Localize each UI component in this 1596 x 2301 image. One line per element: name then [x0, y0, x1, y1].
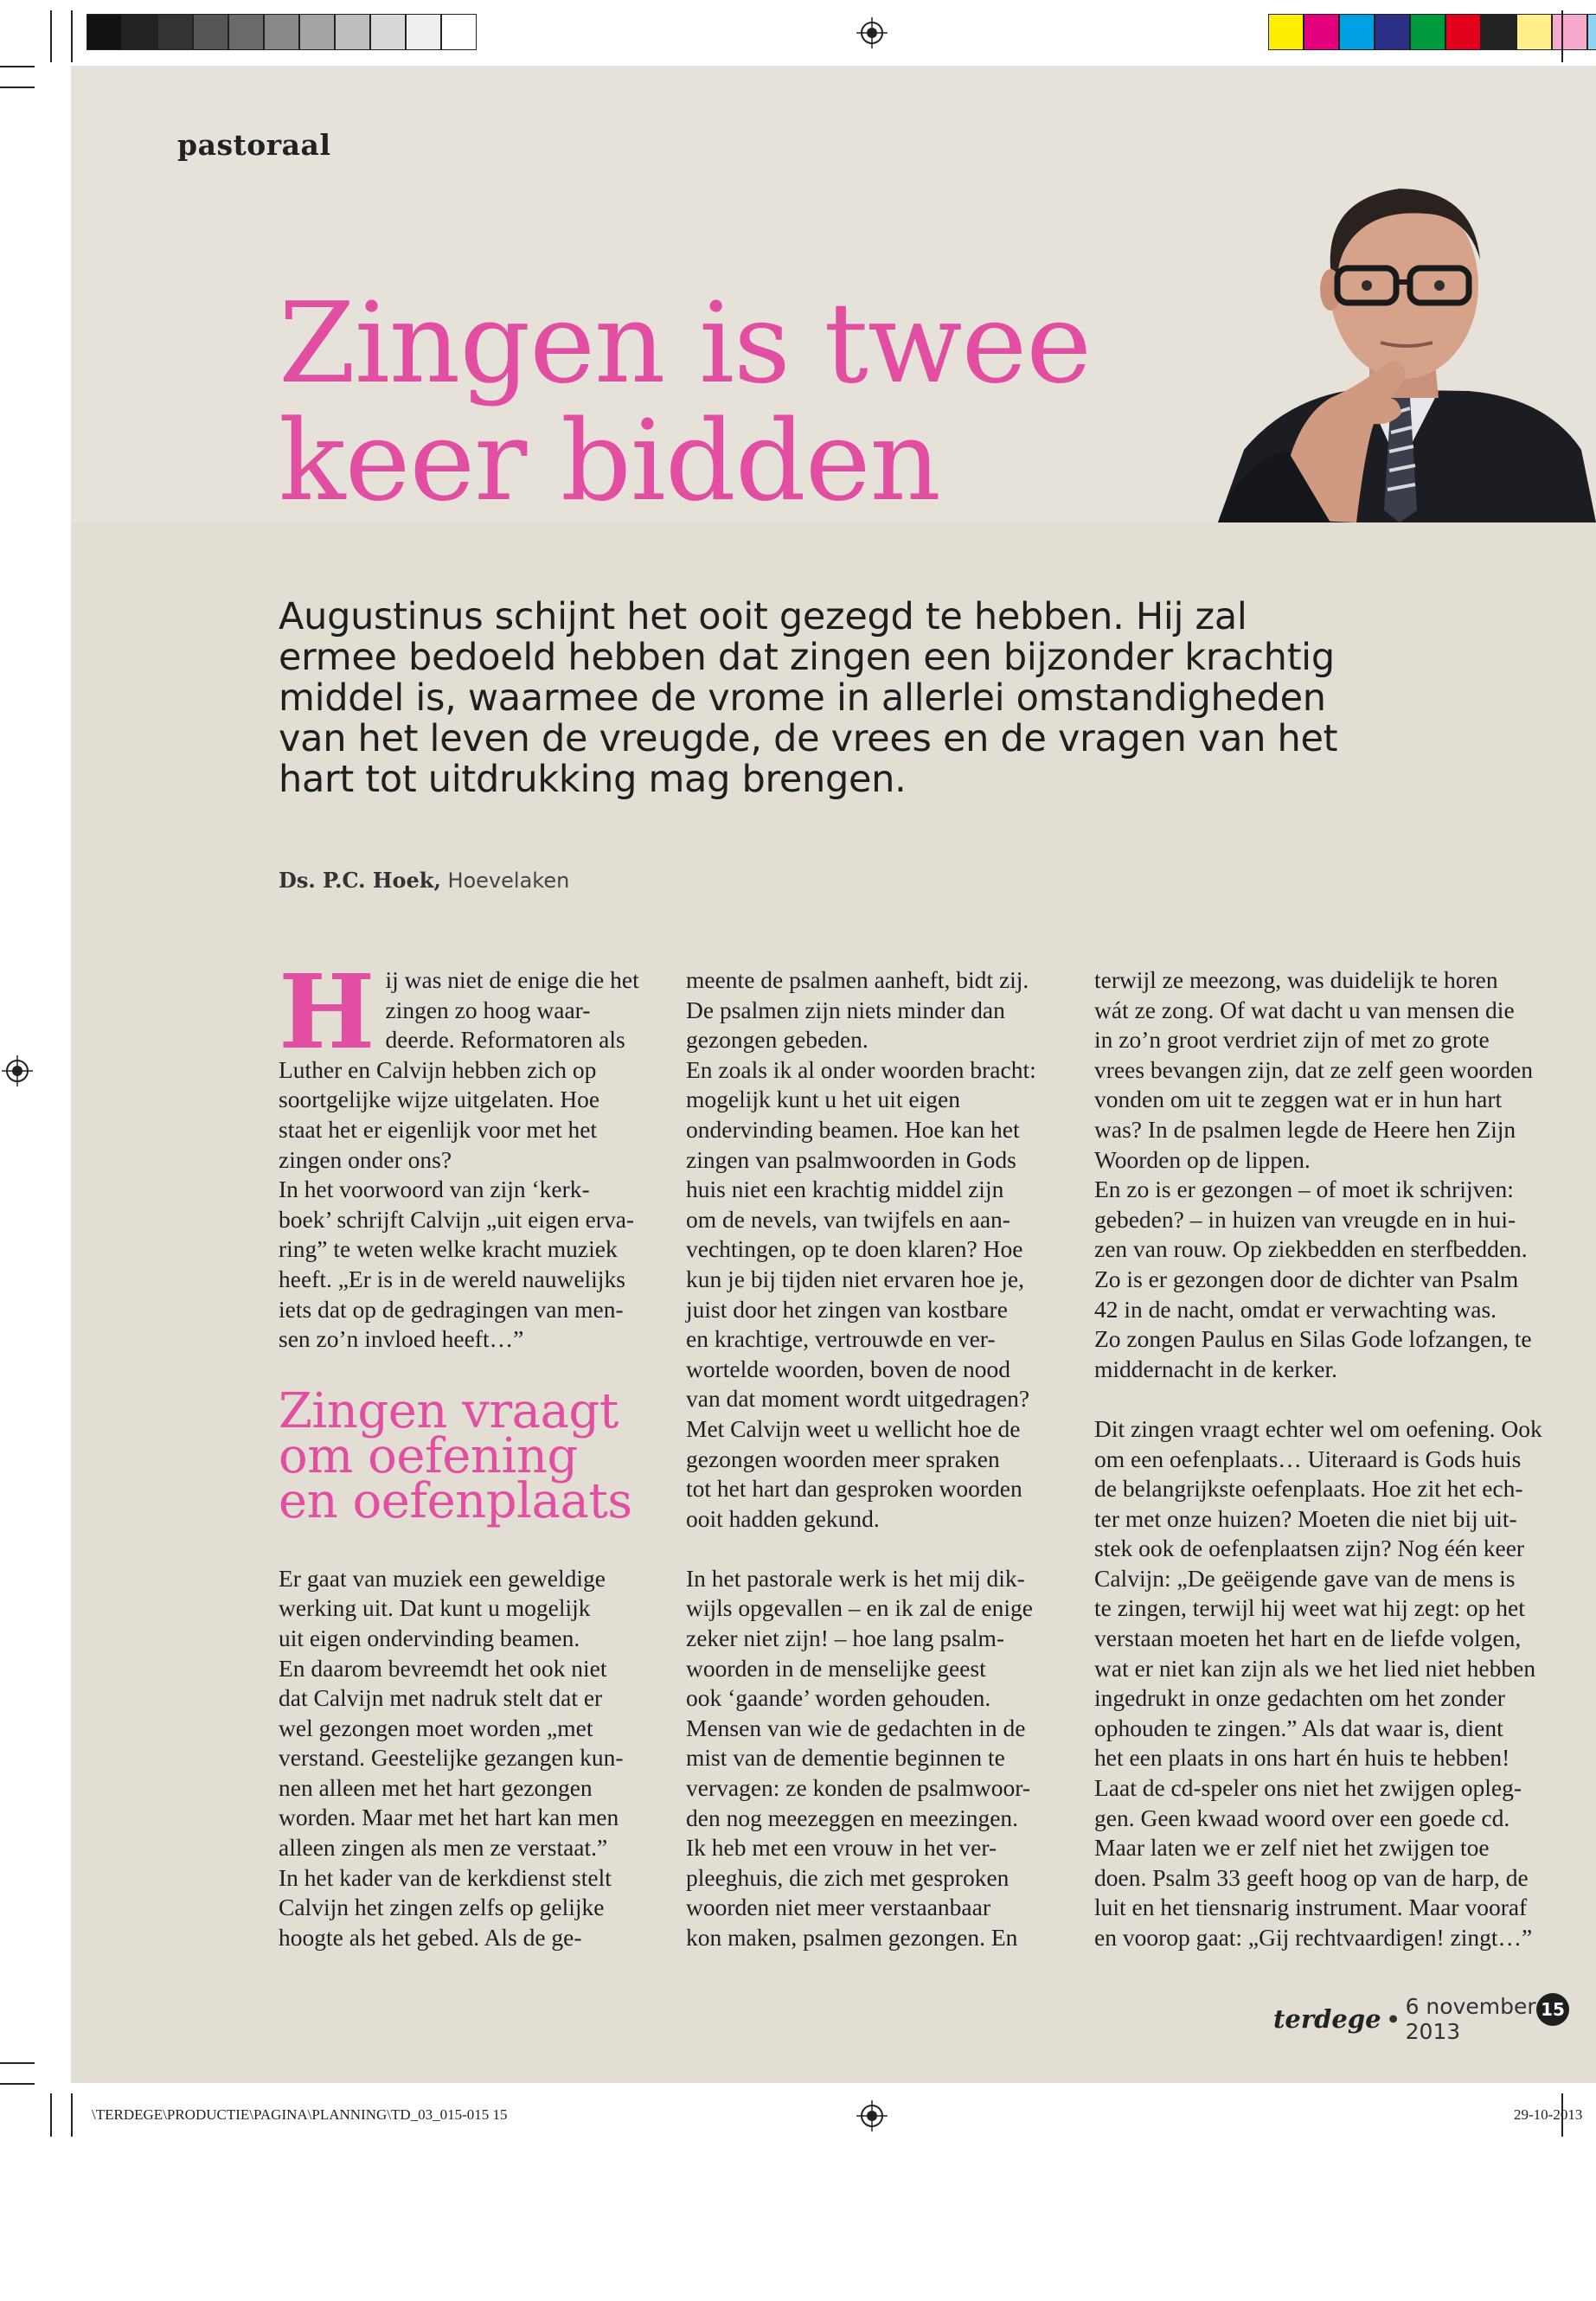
crop-line	[71, 2093, 73, 2137]
author-place: Hoevelaken	[447, 868, 570, 893]
lead-line: Augustinus schijnt het ooit gezegd te hebben. Hij zal	[279, 595, 1247, 638]
crop-line	[0, 2083, 35, 2085]
paragraph: terwijl ze meezong, was duidelijk te horen wát ze zong. Of wat dacht u van mensen die in zo’n groot verdriet zijn of met zo grote vrees bevangen zijn, dat ze zelf geen woorden vonden om uit te zeggen wat er in hun hart was? In de psalmen legde de Heere hen Zijn Woorden op de lippen. En zo is er gezongen – of moet ik schrijven: gebeden? – in huizen van vreugde en in hui- zen van rouw. Op ziekbedden en sterfbedden. Zo is er gezongen door de dichter van Psalm 42 in de nacht, omdat er verwachting was. Zo zongen Paulus en Silas Gode lofzangen, te middernacht in de kerker.	[1094, 966, 1533, 1382]
crop-line	[50, 10, 52, 62]
paragraph: In het pastorale werk is het mij dik- wijls opgevallen – en ik zal de enige zeker niet zijn! – hoe lang psalm- woorden in de menselijke geest ook ‘gaande’ worden gehouden. Mensen van wie de gedachten in de mist van de dementie beginnen te vervagen: ze konden de psalmwoor- den nog meezeggen en meezingen. Ik heb met een vrouw in het ver- pleeghuis, die zich met gesproken woorden niet meer verstaanbaar kon maken, psalmen gezongen. En	[686, 1564, 1033, 1951]
section-label: pastoraal	[177, 128, 331, 162]
print-slug-date: 29-10-2013	[1514, 2106, 1583, 2123]
article-title	[279, 279, 1187, 526]
lead-paragraph	[279, 597, 1455, 800]
title-line: keer bidden	[279, 397, 940, 526]
cmyk-colorbar	[1268, 14, 1596, 50]
subheading: Zingen vraagt om oefening en oefenplaats	[279, 1382, 632, 1529]
print-slug-path: \TERDEGE\PRODUCTIE\PAGINA\PLANNING\TD_03_015-015 15	[92, 2106, 508, 2123]
lead-line: van het leven de vreugde, de vrees en de vragen van het	[279, 717, 1338, 760]
lead-line: middel is, waarmee de vrome in allerlei omstandigheden	[279, 676, 1326, 720]
lead-line: ermee bedoeld hebben dat zingen een bijzonder krachtig	[279, 636, 1335, 679]
lead-line: hart tot uitdrukking mag brengen.	[279, 758, 907, 801]
drop-cap: H	[279, 952, 375, 1072]
magazine-logo: terdege	[1273, 2004, 1381, 2034]
registration-mark-icon	[856, 2100, 888, 2131]
paragraph: Er gaat van muziek een geweldige werking uit. Dat kunt u mogelijk uit eigen ondervinding beamen. En daarom bevreemdt het ook niet dat Calvijn met nadruk stelt dat er wel gezongen moet worden „met verstand. Geestelijke gezangen kun- nen alleen met het hart gezongen worden. Maar met het hart kan men alleen zingen als men ze verstaat.” In het kader van de kerkdienst stelt Calvijn het zingen zelfs op gelijke hoogte als het gebed. Als de ge-	[279, 1564, 624, 1951]
crop-line	[71, 10, 73, 62]
crop-line	[50, 2093, 52, 2137]
article-column-1	[279, 952, 659, 1952]
page-number-badge: 15	[1536, 1993, 1569, 2026]
crop-line	[0, 2062, 35, 2064]
crop-line	[0, 87, 35, 88]
grayscale-colorbar	[87, 14, 477, 50]
registration-mark-icon	[856, 17, 888, 48]
paragraph-intro: ij was niet de enige die het zingen zo hoog waar- deerde. Reformatoren als Luther en Calvijn hebben zich op soortgelijke wijze uitgelaten. Hoe staat het er eigenlijk voor met het zingen onder ons? In het voorwoord van zijn ‘kerk- boek’ schrijft Calvijn „uit eigen erva- ring” te weten welke kracht muziek heeft. „Er is in de wereld nauwelijks iets dat op de gedragingen van men- sen zo’n invloed heeft…”	[279, 966, 639, 1353]
paragraph: meente de psalmen aanheft, bidt zij. De psalmen zijn niets minder dan gezongen gebeden. En zoals ik al onder woorden bracht: mogelijk kunt u het uit eigen ondervinding beamen. Hoe kan het zingen van psalmwoorden in Gods huis niet een krachtig middel zijn om de nevels, van twijfels en aan- vechtingen, op te doen klaren? Hoe kun je bij tijden niet ervaren hoe je, juist door het zingen van kostbare en krachtige, vertrouwde en ver- wortelde woorden, boven de nood van dat moment wordt uitgedragen? Met Calvijn weet u wellicht hoe de gezongen woorden meer spraken tot het hart dan gesproken woorden ooit hadden gekund.	[686, 966, 1036, 1532]
byline	[279, 868, 569, 893]
issue-date: 6 november 2013	[1405, 1994, 1536, 2044]
author-portrait	[1183, 138, 1596, 522]
article-column-3	[1094, 965, 1579, 1953]
crop-line	[0, 66, 35, 67]
crop-line	[1561, 10, 1563, 62]
registration-mark-icon	[2, 1055, 33, 1086]
author-name: Ds. P.C. Hoek,	[279, 868, 441, 893]
paragraph: Dit zingen vraagt echter wel om oefening. Ook om een oefenplaats… Uiteraard is Gods huis de belangrijkste oefenplaats. Hoe zit het ech- ter met onze huizen? Moeten die niet bij uit- stek ook de oefenplaatsen zijn? Nog één keer Calvijn: „De geëigende gave van de mens is te zingen, terwijl hij weet wat hij zegt: op het verstaan moeten het hart en de liefde volgen, wat er niet kan zijn als we het lied niet hebben ingedrukt in onze gedachten om het zonder ophouden te zingen.” Als dat waar is, dient het een plaats in ons hart én huis te hebben! Laat de cd-speler ons niet het zwijgen opleg- gen. Geen kwaad woord over een goede cd. Maar laten we er zelf niet het zwijgen toe doen. Psalm 33 geeft hoog op van de harp, de luit en het tiensnarig instrument. Maar vooraf en voorop gaat: „Gij rechtvaardigen! zingt…”	[1094, 1414, 1542, 1951]
title-line: Zingen is twee	[279, 279, 1091, 408]
separator-dot: •	[1386, 2006, 1401, 2032]
article-column-2	[686, 965, 1067, 1953]
